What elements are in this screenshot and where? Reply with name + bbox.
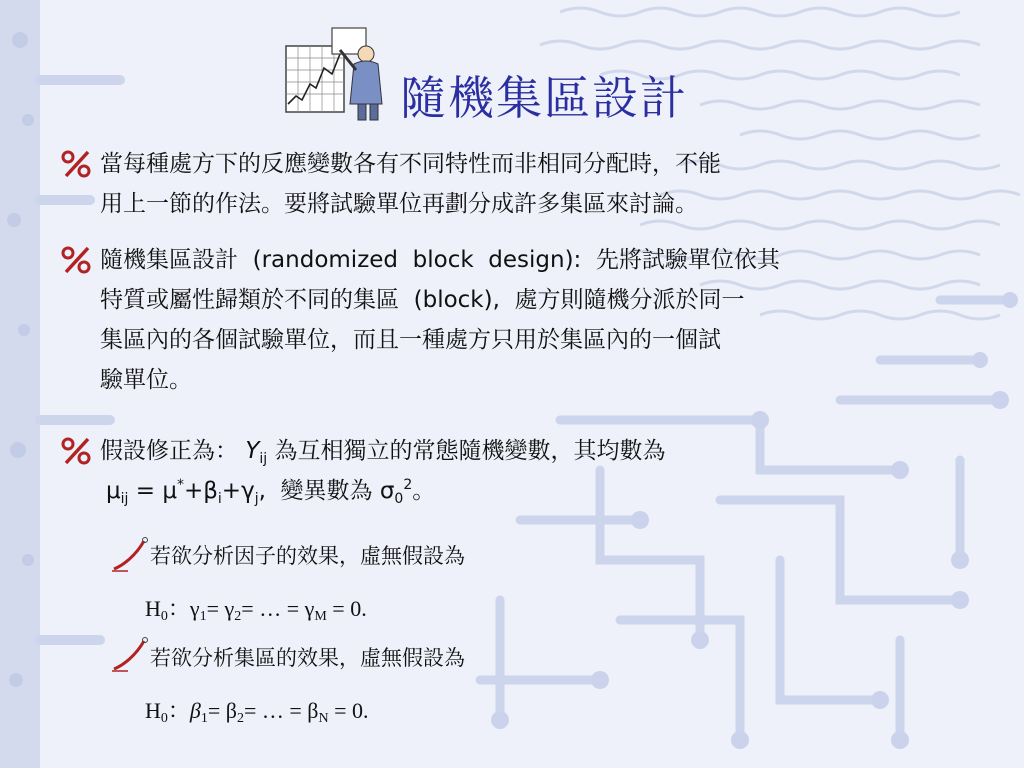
mu-equals: = μ [128,478,177,504]
gamma-m-subscript: M [314,609,327,624]
mean-variance-line [100,471,970,511]
gamma-1: γ [189,596,200,621]
beta-n: = … = β [243,698,319,723]
beta-subscript: i [217,491,222,507]
plus-beta: +β [183,478,218,504]
pen-icon [110,535,150,575]
bullet-3-line-1 [100,431,970,471]
percent-bullet-icon [60,436,94,466]
bullet-2 [100,240,970,400]
equals-zero: = 0. [328,698,369,723]
gamma-subscript: j [254,491,259,507]
mu-star: * [176,477,184,493]
gamma-1-subscript: 1 [199,609,207,624]
colon: ： [167,698,190,723]
bullet-2-line-4: 驗單位。 [100,367,192,393]
percent-bullet-icon [60,149,94,179]
hypothesis-1-text: 若欲分析因子的效果，虛無假設為 [150,544,465,568]
h-subscript: 0 [160,609,168,624]
gamma-2: = γ [206,596,235,621]
beta-2: = β [207,698,237,723]
bullet-2-line-2: 特質或屬性歸類於不同的集區 (block), 處方則隨機分派於同一 [100,287,745,313]
sigma-subscript: 0 [394,491,404,507]
percent-bullet-icon [60,245,94,275]
equals-zero: = 0. [326,596,367,621]
sigma-superscript: 2 [403,477,413,493]
variable-y: Y [245,438,260,464]
mu-symbol: μ [106,478,121,504]
h-symbol: H [145,698,161,723]
mu-subscript: ij [120,491,129,507]
variance-text: , 變異數為 σ [258,478,395,504]
pen-icon [110,635,150,675]
bullet-1 [100,144,970,224]
bullet-2-line-1: 隨機集區設計 (randomized block design): 先將試驗單位依其 [100,247,780,273]
presenter-chart-clipart [282,24,394,124]
bullet-3-prefix: 假設修正為： [100,438,238,464]
colon: ： [167,596,190,621]
bullet-2-line-3: 集區內的各個試驗單位，而且一種處方只用於集區內的一個試 [100,327,721,353]
plus-gamma: +γ [221,478,255,504]
sentence-end: 。 [412,478,436,504]
hypothesis-2-formula [145,694,369,727]
beta-n-subscript: N [318,711,329,726]
beta-1: β [189,698,201,723]
gamma-m: = … = γ [241,596,315,621]
beta-1-subscript: 1 [200,711,208,726]
slide-title: 隨機集區設計 [400,71,688,125]
bullet-3-suffix: 為互相獨立的常態隨機變數，其均數為 [274,438,666,464]
beta-2-subscript: 2 [236,711,244,726]
bullet-1-line-2: 用上一節的作法。要將試驗單位再劃分成許多集區來討論。 [100,191,698,217]
gamma-2-subscript: 2 [234,609,242,624]
h-subscript: 0 [160,711,168,726]
bullet-1-line-1: 當每種處方下的反應變數各有不同特性而非相同分配時，不能 [100,151,721,177]
hypothesis-2-text: 若欲分析集區的效果，虛無假設為 [150,646,465,670]
hypothesis-1-formula [145,592,367,625]
bullet-3 [100,431,970,511]
h-symbol: H [145,596,161,621]
variable-y-subscript: ij [259,451,268,467]
